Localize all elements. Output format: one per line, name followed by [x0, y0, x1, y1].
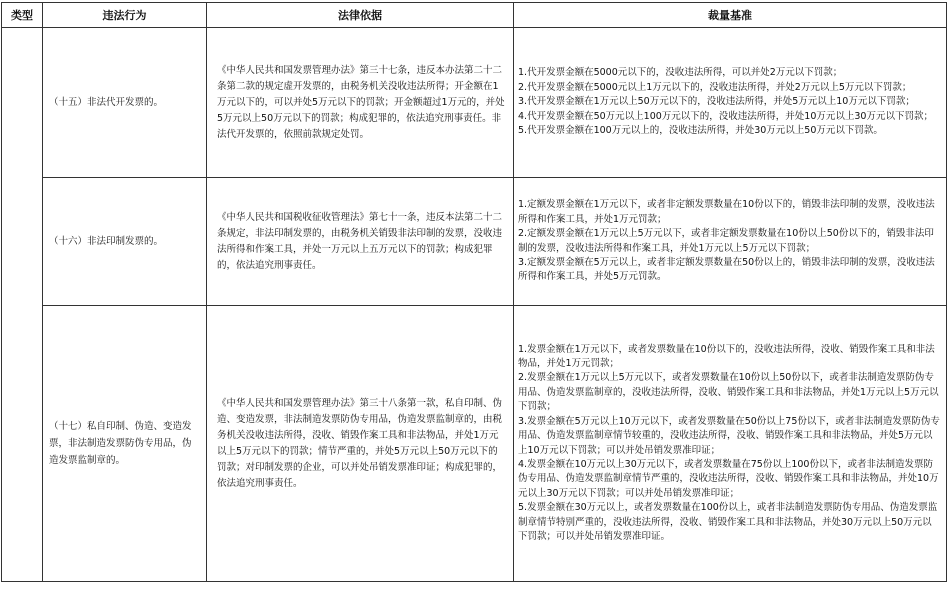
- type-cell: [2, 28, 43, 582]
- violation-act-cell: [43, 28, 207, 178]
- standard-item: 2.发票金额在1万元以上5万元以下，或者发票数量在10份以上50份以下，或者非法制造发票防伪专用品、伪造发票监制章的，没收违法所得，没收、销毁作案工具和非法物品，并处1万元以上5万元以下罚款；: [518, 372, 939, 413]
- legal-basis-cell: [207, 178, 514, 306]
- standard-item: 1.发票金额在1万元以下，或者发票数量在10份以下的，没收违法所得，没收、销毁作案工具和非法物品，并处1万元罚款；: [518, 343, 935, 370]
- header-type: 类型: [2, 3, 43, 28]
- header-discretion-standard: 裁量基准: [514, 3, 947, 28]
- standard-item: 4.发票金额在10万元以上30万元以下，或者发票数量在75份以上100份以下，或者非法制造发票防伪专用品、伪造发票监制章情节严重的，没收违法所得，没收、销毁作案工具和非法物品，并处10万元以上30万元以下罚款；可以并处吊销发票准印证；: [518, 458, 939, 499]
- standard-item: 5.代开发票金额在100万元以上的，没收违法所得，并处30万元以上50万元以下罚款。: [518, 125, 883, 137]
- standard-item: 3.代开发票金额在1万元以上50万元以下的，没收违法所得，并处5万元以上10万元以下罚款；: [518, 96, 915, 108]
- legal-basis-cell: [207, 306, 514, 582]
- penalty-standard-table: [1, 2, 947, 582]
- legal-basis-text: 《中华人民共和国税收征收管理法》第七十一条，违反本法第二十二条规定，非法印制发票的，由税务机关销毁非法印制的发票，没收违法所得和作案工具，并处一万元以上五万元以下的罚款；构成犯罪的，依法追究刑事责任。: [217, 211, 503, 271]
- standard-item: 2.定额发票金额在1万元以上5万元以下，或者非定额发票数量在10份以上50份以下的，销毁非法印制的发票，没收违法所得和作案工具，并处1万元以上5万元以下罚款；: [518, 228, 934, 254]
- header-violation-act: 违法行为: [43, 3, 207, 28]
- legal-basis-text: 《中华人民共和国发票管理办法》第三十七条，违反本办法第二十二条第二款的规定虚开发票的，由税务机关没收违法所得；开金额在1万元以下的，可以并处5万元以下的罚款；开金额超过1万元的，并处5万元以上50万元以下的罚款；构成犯罪的，依法追究刑事责任。非法代开发票的，依照前款规定处罚。: [217, 64, 505, 140]
- violation-act-text: （十五）非法代开发票的。: [49, 97, 164, 108]
- standard-item: 1.定额发票金额在1万元以下，或者非定额发票数量在10份以下的，销毁非法印制的发票，没收违法所得和作案工具，并处1万元罚款；: [518, 199, 935, 225]
- standard-item: 5.发票金额在30万元以上，或者发票数量在100份以上，或者非法制造发票防伪专用品、伪造发票监制章情节特别严重的，没收违法所得，没收、销毁作案工具和非法物品，并处30万元以上50万元以下罚款；可以并处吊销发票准印证。: [518, 502, 938, 542]
- standard-item: 3.定额发票金额在5万元以上，或者非定额发票数量在50份以上的，销毁非法印制的发票，没收违法所得和作案工具，并处5万元罚款。: [518, 256, 935, 283]
- violation-act-cell: [43, 306, 207, 582]
- table-row: [2, 28, 947, 178]
- violation-act-text: （十七）私自印制、伪造、变造发票，非法制造发票防伪专用品，伪造发票监制章的。: [49, 421, 192, 466]
- legal-basis-text: 《中华人民共和国发票管理办法》第三十八条第一款，私自印制、伪造、变造发票，非法制造发票防伪专用品，伪造发票监制章的，由税务机关没收违法所得，没收、销毁作案工具和非法物品，并处1万元以上5万元以下的罚款；情节严重的，并处5万元以上50万元以下的罚款；对印制发票的企业，可以并处吊销发票准印证；构成犯罪的，依法追究刑事责任。: [217, 397, 503, 489]
- table-header-row: [2, 3, 947, 28]
- standard-item: 1.代开发票金额在5000元以下的，没收违法所得，可以并处2万元以下罚款；: [518, 67, 843, 79]
- legal-basis-cell: [207, 28, 514, 178]
- table-row: [2, 178, 947, 306]
- discretion-standard-cell: [514, 306, 947, 582]
- header-legal-basis: 法律依据: [207, 3, 514, 28]
- standard-item: 3.发票金额在5万元以上10万元以下，或者发票数量在50份以上75份以下，或者非法制造发票防伪专用品、伪造发票监制章情节较重的，没收违法所得，没收、销毁作案工具和非法物品，并处5万元以上10万元以下罚款；可以并处吊销发票准印证；: [518, 415, 940, 456]
- discretion-standard-cell: [514, 178, 947, 306]
- violation-act-text: （十六）非法印制发票的。: [49, 236, 164, 247]
- violation-act-cell: [43, 178, 207, 306]
- table-row: [2, 306, 947, 582]
- discretion-standard-cell: [514, 28, 947, 178]
- standard-item: 4.代开发票金额在50万元以上100万元以下的，没收违法所得，并处10万元以上30万元以下罚款；: [518, 110, 933, 122]
- standard-item: 2.代开发票金额在5000元以上1万元以下的，没收违法所得，并处2万元以上5万元以下罚款；: [518, 81, 912, 93]
